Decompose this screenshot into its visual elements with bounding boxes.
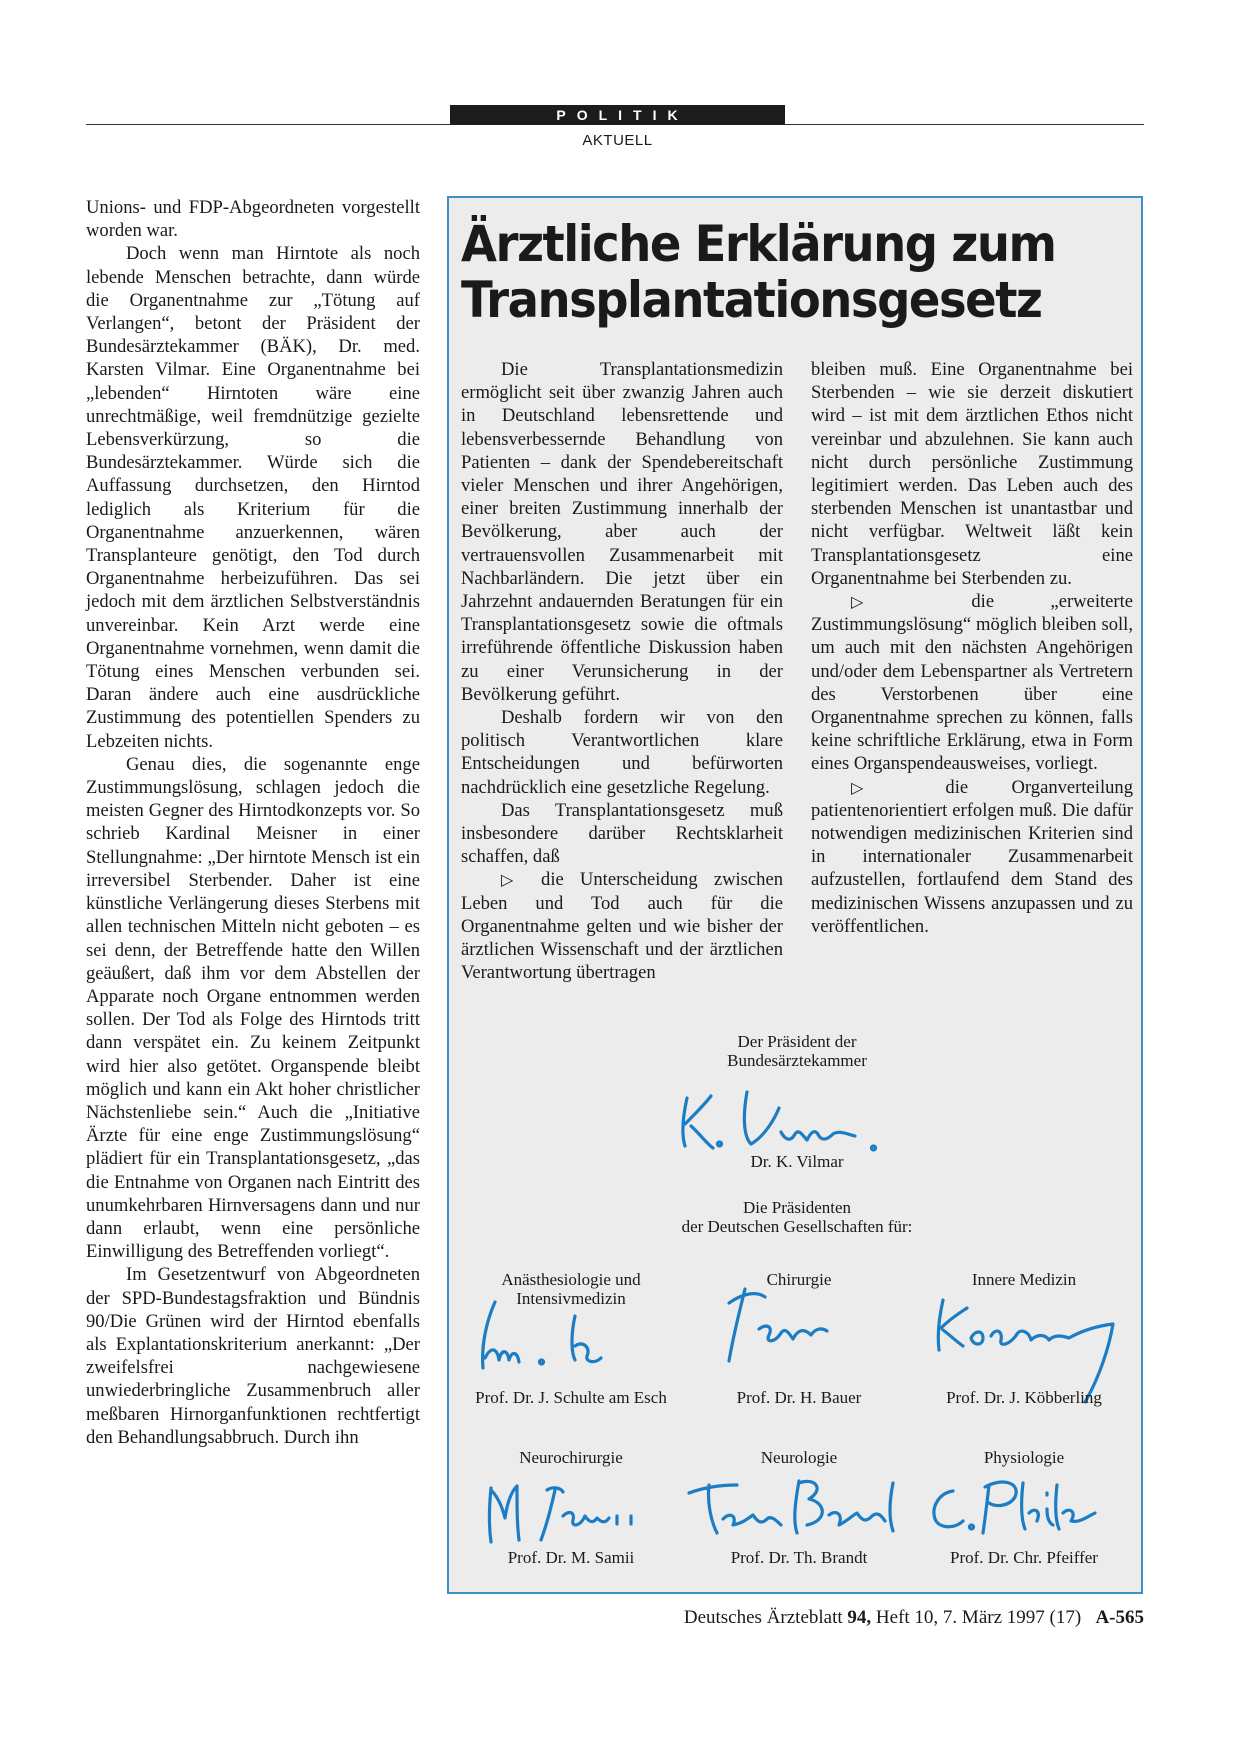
- article-paragraph: Doch wenn man Hirntote als noch lebende Menschen betrachte, dann würde die Organentnahme zur „Tötung auf Verlangen“, betont der Präsident der Bundesärztekammer (BÄK), Dr. med. Karsten Vilmar. Eine Organentnahme bei „lebenden“ Hirntoten wäre eine unrechtmäßige, weil fremdnützige gezielte Lebensverkürzung, so die Bundesärztekammer. Würde sich die Auffassung durchsetzen, den Hirntod lediglich als Kriterium für die Organentnahme anzuerkennen, wären Transplanteure genötigt, den Tod durch Organentnahme herbeizuführen. Das sei jedoch mit dem ärztlichen Selbstverständnis unvereinbar. Kein Arzt werde eine Organentnahme vornehmen, wenn damit die Tötung eines Menschen verbunden sei. Daran ändere auch eine ausdrückliche Zustimmung des potentiellen Spenders zu Lebzeiten nichts.: [86, 243, 420, 752]
- signature-pfeiffer: [919, 1463, 1139, 1543]
- society-name: Prof. Dr. J. Schulte am Esch: [475, 1388, 667, 1407]
- society-field: Anästhesiologie und Intensivmedizin: [501, 1270, 641, 1308]
- declaration-title: [461, 216, 1093, 328]
- journal-issue: Heft 10, 7. März 1997 (17): [875, 1607, 1082, 1628]
- president-name: Dr. K. Vilmar: [750, 1152, 844, 1171]
- triangle-right-icon: ▷: [851, 592, 916, 612]
- article-paragraph: Unions- und FDP-Abgeordneten vorgestellt worden war.: [86, 197, 420, 242]
- signature-brandt: [681, 1463, 921, 1543]
- declaration-paragraph: Die Transplantationsmedizin ermöglicht seit über zwanzig Jahren auch in Deutschland lebensrettende und lebensverbessernde Behandlung von Patienten – dank der Spendebereitschaft vieler Menschen und ihrer Angehörigen, einer breiten Zustimmung innerhalb der Bevölkerung, aber auch der vertrauensvollen Zusammenarbeit mit Nachbarländern. Die jetzt über ein Jahrzehnt andauernden Beratungen für ein Transplantationsgesetz sowie die oftmals irreführende öffentliche Diskussion haben zu einer Verunsicherung in der Bevölkerung geführt.: [461, 359, 783, 705]
- page-footer: [684, 1607, 1144, 1629]
- page-number: A-565: [1095, 1607, 1144, 1628]
- president-role: Der Präsident der Bundesärztekammer: [727, 1032, 867, 1070]
- societies-heading: Die Präsidenten der Deutschen Gesellschaften für:: [681, 1198, 913, 1236]
- declaration-box: [447, 196, 1143, 1594]
- society-name: Prof. Dr. Chr. Pfeiffer: [950, 1548, 1098, 1567]
- article-paragraph: Genau dies, die sogenannte enge Zustimmungslösung, schlagen jedoch die meisten Gegner des Hirntodkonzepts vor. So schrieb Kardinal Meisner in einer Stellungnahme: „Der hirntote Mensch ist ein irreversibel Sterbender. Daher ist eine künstliche Verlängerung dieses Sterbens mit allen technischen Mitteln nicht geboten – es sei denn, der Betreffende hatte den Willen geäußert, daß ihm vor dem Abstellen der Apparate noch Organe entnommen werden sollen. Der Tod als Folge des Hirntods tritt dann verspätet ein. Zu keinem Zeitpunkt wird hier also getötet. Organspende bleibt möglich und kann ein Akt hoher christlicher Nächstenliebe sein.“ Auch die „Initiative Ärzte für eine enge Zustimmungslösung“ plädiert für ein Transplantationsgesetz, „das die Entnahme von Organen nach Eintritt des unumkehrbaren Hirnversagens dann und nur dann erlaubt, wenn eine persönliche Einwilligung des Betreffenden vorliegt“.: [86, 753, 420, 1263]
- section-label: POLITIK: [450, 105, 785, 125]
- article-paragraph: Im Gesetzentwurf von Abgeordneten der SPD-Bundestagsfraktion und Bündnis 90/Die Grünen wird der Hirntod ebenfalls als Explantationskriterium anerkannt: „Der zweifelsfrei nachgewiesene unwiederbringliche Zusammenbruch aller meßbaren Hirnorganfunktionen rechtfertigt den Behandlungsabbruch. Durch ihn: [86, 1264, 420, 1448]
- journal-name: Deutsches Ärzteblatt: [683, 1607, 843, 1628]
- society-name: Prof. Dr. Th. Brandt: [730, 1548, 868, 1567]
- society-field: Innere Medizin: [971, 1270, 1077, 1289]
- society-field: Neurologie: [760, 1448, 838, 1467]
- triangle-right-icon: ▷: [851, 777, 903, 797]
- society-field: Chirurgie: [766, 1270, 832, 1289]
- society-field: Neurochirurgie: [519, 1448, 623, 1467]
- declaration-bullet: ▷ die Unterscheidung zwischen Leben und Tod auch für die Organentnahme gelten und wie bisher der ärztlichen Wissenschaft und der ärztlichen Verantwortung übertragen: [461, 869, 784, 984]
- signature-samii: [471, 1468, 671, 1548]
- society-field: Physiologie: [983, 1448, 1065, 1467]
- triangle-right-icon: ▷: [501, 870, 525, 890]
- declaration-paragraph: Deshalb fordern wir von den politisch Verantwortlichen klare Entscheidungen und befürworten nachdrücklich eine gesetzliche Regelung.: [461, 707, 783, 798]
- journal-volume: 94,: [847, 1607, 872, 1628]
- left-article-column: [86, 196, 420, 1449]
- society-name: Prof. Dr. M. Samii: [507, 1548, 635, 1567]
- subsection-label: AKTUELL: [582, 132, 653, 149]
- signature-bauer: [699, 1283, 899, 1373]
- declaration-column-2: [811, 358, 1133, 938]
- declaration-bullet: ▷ die „erweiterte Zustimmungslösung“ möglich bleiben soll, um auch mit den nächsten Angehörigen und/oder dem Lebenspartner als Vertretern des Verstorbenen über eine Organentnahme sprechen zu können, falls keine schriftliche Erklärung, etwa in Form eines Organspendeausweises, vorliegt.: [811, 591, 1134, 775]
- title-line: Ärztliche Erklärung zum: [461, 215, 1056, 273]
- declaration-paragraph: bleiben muß. Eine Organentnahme bei Sterbenden – wie sie derzeit diskutiert wird – ist mit dem ärztlichen Ethos nicht vereinbar und abzulehnen. Sie kann auch nicht durch persönliche Zustimmung legitimiert werden. Das Leben auch des sterbenden Menschen ist unantastbar und nicht verfügbar. Weltweit läßt kein Transplantationsgesetz eine Organentnahme bei Sterbenden zu.: [811, 359, 1133, 589]
- society-name: Prof. Dr. H. Bauer: [736, 1388, 862, 1407]
- society-name: Prof. Dr. J. Köbberling: [946, 1388, 1102, 1407]
- declaration-column-1: [461, 358, 783, 984]
- declaration-paragraph: Das Transplantationsgesetz muß insbesondere darüber Rechtsklarheit schaffen, daß: [461, 799, 783, 868]
- title-line: Transplantationsgesetz: [461, 271, 1042, 329]
- declaration-bullet: ▷ die Organverteilung patientenorientiert erfolgen muß. Die dafür notwendigen medizinischen Kriterien sind in internationaler Zusammenarbeit aufzustellen, fortlaufend dem Stand des medizinischen Wissens anzupassen und zu veröffentlichen.: [811, 776, 1133, 937]
- signature-vilmar: [669, 1078, 909, 1158]
- signature-schulte-am-esch: [471, 1298, 671, 1378]
